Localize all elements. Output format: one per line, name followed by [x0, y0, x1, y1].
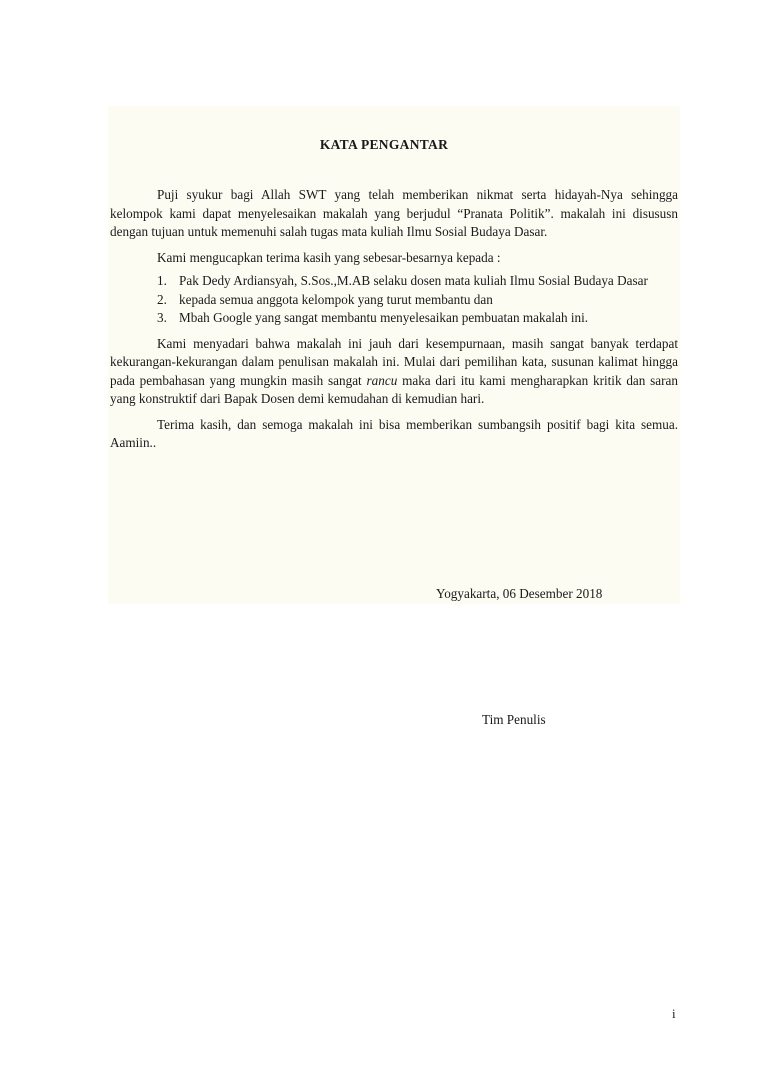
page-number: i [672, 1006, 676, 1021]
paragraph-opening: Puji syukur bagi Allah SWT yang telah memberikan nikmat serta hidayah-Nya sehingga kelompok kami dapat menyelesaikan makalah yang berjudul “Pranata Politik”. makalah ini disususn dengan tujuan untuk memenuhi salah tugas mata kuliah Ilmu Sosial Budaya Dasar. [110, 187, 678, 239]
list-item-text: Pak Dedy Ardiansyah, S.Sos.,M.AB selaku dosen mata kuliah Ilmu Sosial Budaya Dasar [179, 273, 648, 288]
list-item [110, 309, 678, 328]
list-item-text: kepada semua anggota kelompok yang turut membantu dan [179, 291, 493, 307]
italic-word: rancu [366, 372, 398, 388]
list-item [110, 291, 678, 310]
page-title: KATA PENGANTAR [319, 137, 449, 152]
paragraph-apology-part2: maka dari itu kami mengharapkan kritik dan saran yang konstruktif dari Bapak Dosen demi kemudahan di kemudian hari. [110, 372, 678, 406]
paragraph-apology [110, 335, 678, 409]
signature: Tim Penulis [482, 712, 546, 727]
list-number: 1. [157, 273, 167, 288]
list-number: 3. [157, 310, 167, 325]
list-number: 2. [157, 291, 167, 307]
thanks-list [110, 272, 678, 328]
paragraph-apology-part1: Kami menyadari bahwa makalah ini jauh dari kesempurnaan, masih sangat banyak terdapat kekurangan-kekurangan dalam penulisan makalah ini. Mulai dari pemilihan kata, susunan kalimat hingga pada pembahasan yang mungkin masih sangat [110, 335, 678, 388]
list-item [110, 272, 678, 291]
body-text [110, 186, 678, 460]
paragraph-closing: Terima kasih, dan semoga makalah ini bisa memberikan sumbangsih positif bagi kita semua. Aamiin.. [110, 416, 678, 450]
list-item-text: Mbah Google yang sangat membantu menyelesaikan pembuatan makalah ini. [179, 310, 589, 325]
paragraph-thanks-intro: Kami mengucapkan terima kasih yang sebesar-besarnya kepada : [157, 249, 501, 265]
place-date: Yogyakarta, 06 Desember 2018 [436, 586, 603, 601]
